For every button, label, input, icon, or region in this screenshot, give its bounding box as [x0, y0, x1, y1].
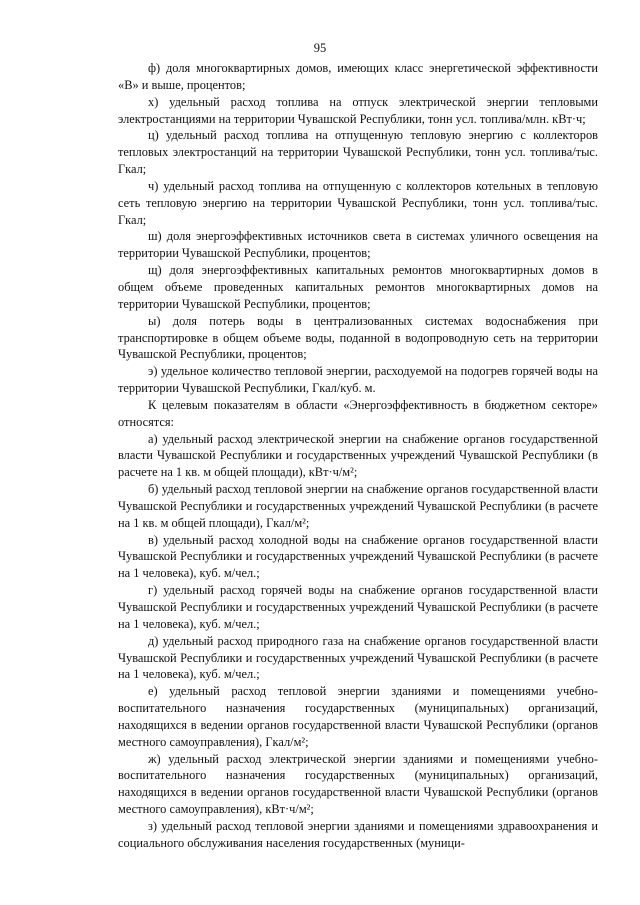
- paragraph-a: а) удельный расход электрической энергии на снабжение органов государственной власти Чувашской Республики и государственных учреждений Чувашской Республики (в расчете на 1 кв. м общей площади), кВт·ч/м²;: [118, 431, 598, 480]
- paragraph-e: э) удельное количество тепловой энергии, расходуемой на подогрев горячей воды на территории Чувашской Республики, Гкал/куб. м.: [118, 364, 598, 396]
- paragraph-b: б) удельный расход тепловой энергии на снабжение органов государственной власти Чувашской Республики и государственных учреждений Чувашской Республики (в расчете на 1 кв. м общей площади), Гкал/м²;: [118, 482, 598, 530]
- page-number: 95: [313, 41, 327, 55]
- paragraph-z: з) удельный расход тепловой энергии зданиями и помещениями здравоохранения и социального обслуживания населения государственных (муници-: [118, 818, 598, 850]
- paragraph-ch: ч) удельный расход топлива на отпущенную с коллекторов котельных в тепловую сеть тепловую энергию на территории Чувашской Республики, тонн усл. топлива/тыс. Гкал;: [118, 178, 598, 227]
- paragraph-ts: ц) удельный расход топлива на отпущенную тепловую энергию с коллекторов тепловых электростанций на территории Чувашской Республики, тонн усл. топлива/тыс. Гкал;: [118, 128, 598, 177]
- paragraph-budget-intro: К целевым показателям в области «Энергоэффективность в бюджетном секторе» относятся:: [118, 397, 598, 429]
- paragraph-ye: е) удельный расход тепловой энергии зданиями и помещениями учебно-воспитательного назначения государственных (муниципальных) организаций, находящихся в ведении органов государственной власти Чувашской Республики (органов местного самоуправления), Гкал/м²;: [118, 684, 598, 749]
- paragraph-g: г) удельный расход горячей воды на снабжение органов государственной власти Чувашской Республики и государственных учреждений Чувашской Республики (в расчете на 1 человека), куб. м/чел.;: [118, 583, 598, 631]
- paragraph-v: в) удельный расход холодной воды на снабжение органов государственной власти Чувашской Республики и государственных учреждений Чувашской Республики (в расчете на 1 человека), куб. м/чел.;: [118, 532, 598, 581]
- paragraph-shch: щ) доля энергоэффективных капитальных ремонтов многоквартирных домов в общем объеме проведенных капитальных ремонтов многоквартирных домов на территории Чувашской Республики, процентов;: [118, 263, 598, 311]
- paragraph-zh: ж) удельный расход электрической энергии зданиями и помещениями учебно-воспитательного назначения государственных (муниципальных) организаций, находящихся в ведении органов государственной власти Чувашской Республики (органов местного самоуправления), кВт·ч/м²;: [118, 751, 598, 817]
- paragraph-sh: ш) доля энергоэффективных источников света в системах уличного освещения на территории Чувашской Республики, процентов;: [118, 229, 598, 261]
- paragraph-kh: х) удельный расход топлива на отпуск электрической энергии тепловыми электростанциями на территории Чувашской Республики, тонн усл. топлива/млн. кВт·ч;: [118, 94, 598, 126]
- paragraph-d: д) удельный расход природного газа на снабжение органов государственной власти Чувашской Республики и государственных учреждений Чувашской Республики (в расчете на 1 человека), куб. м/чел.;: [118, 633, 598, 682]
- document-body: [118, 60, 598, 852]
- paragraph-y: ы) доля потерь воды в централизованных системах водоснабжения при транспортировке в общем объеме воды, поданной в водопроводную сеть на территории Чувашской Республики, процентов;: [118, 313, 598, 362]
- paragraph-f: ф) доля многоквартирных домов, имеющих класс энергетической эффективности «B» и выше, процентов;: [118, 61, 598, 92]
